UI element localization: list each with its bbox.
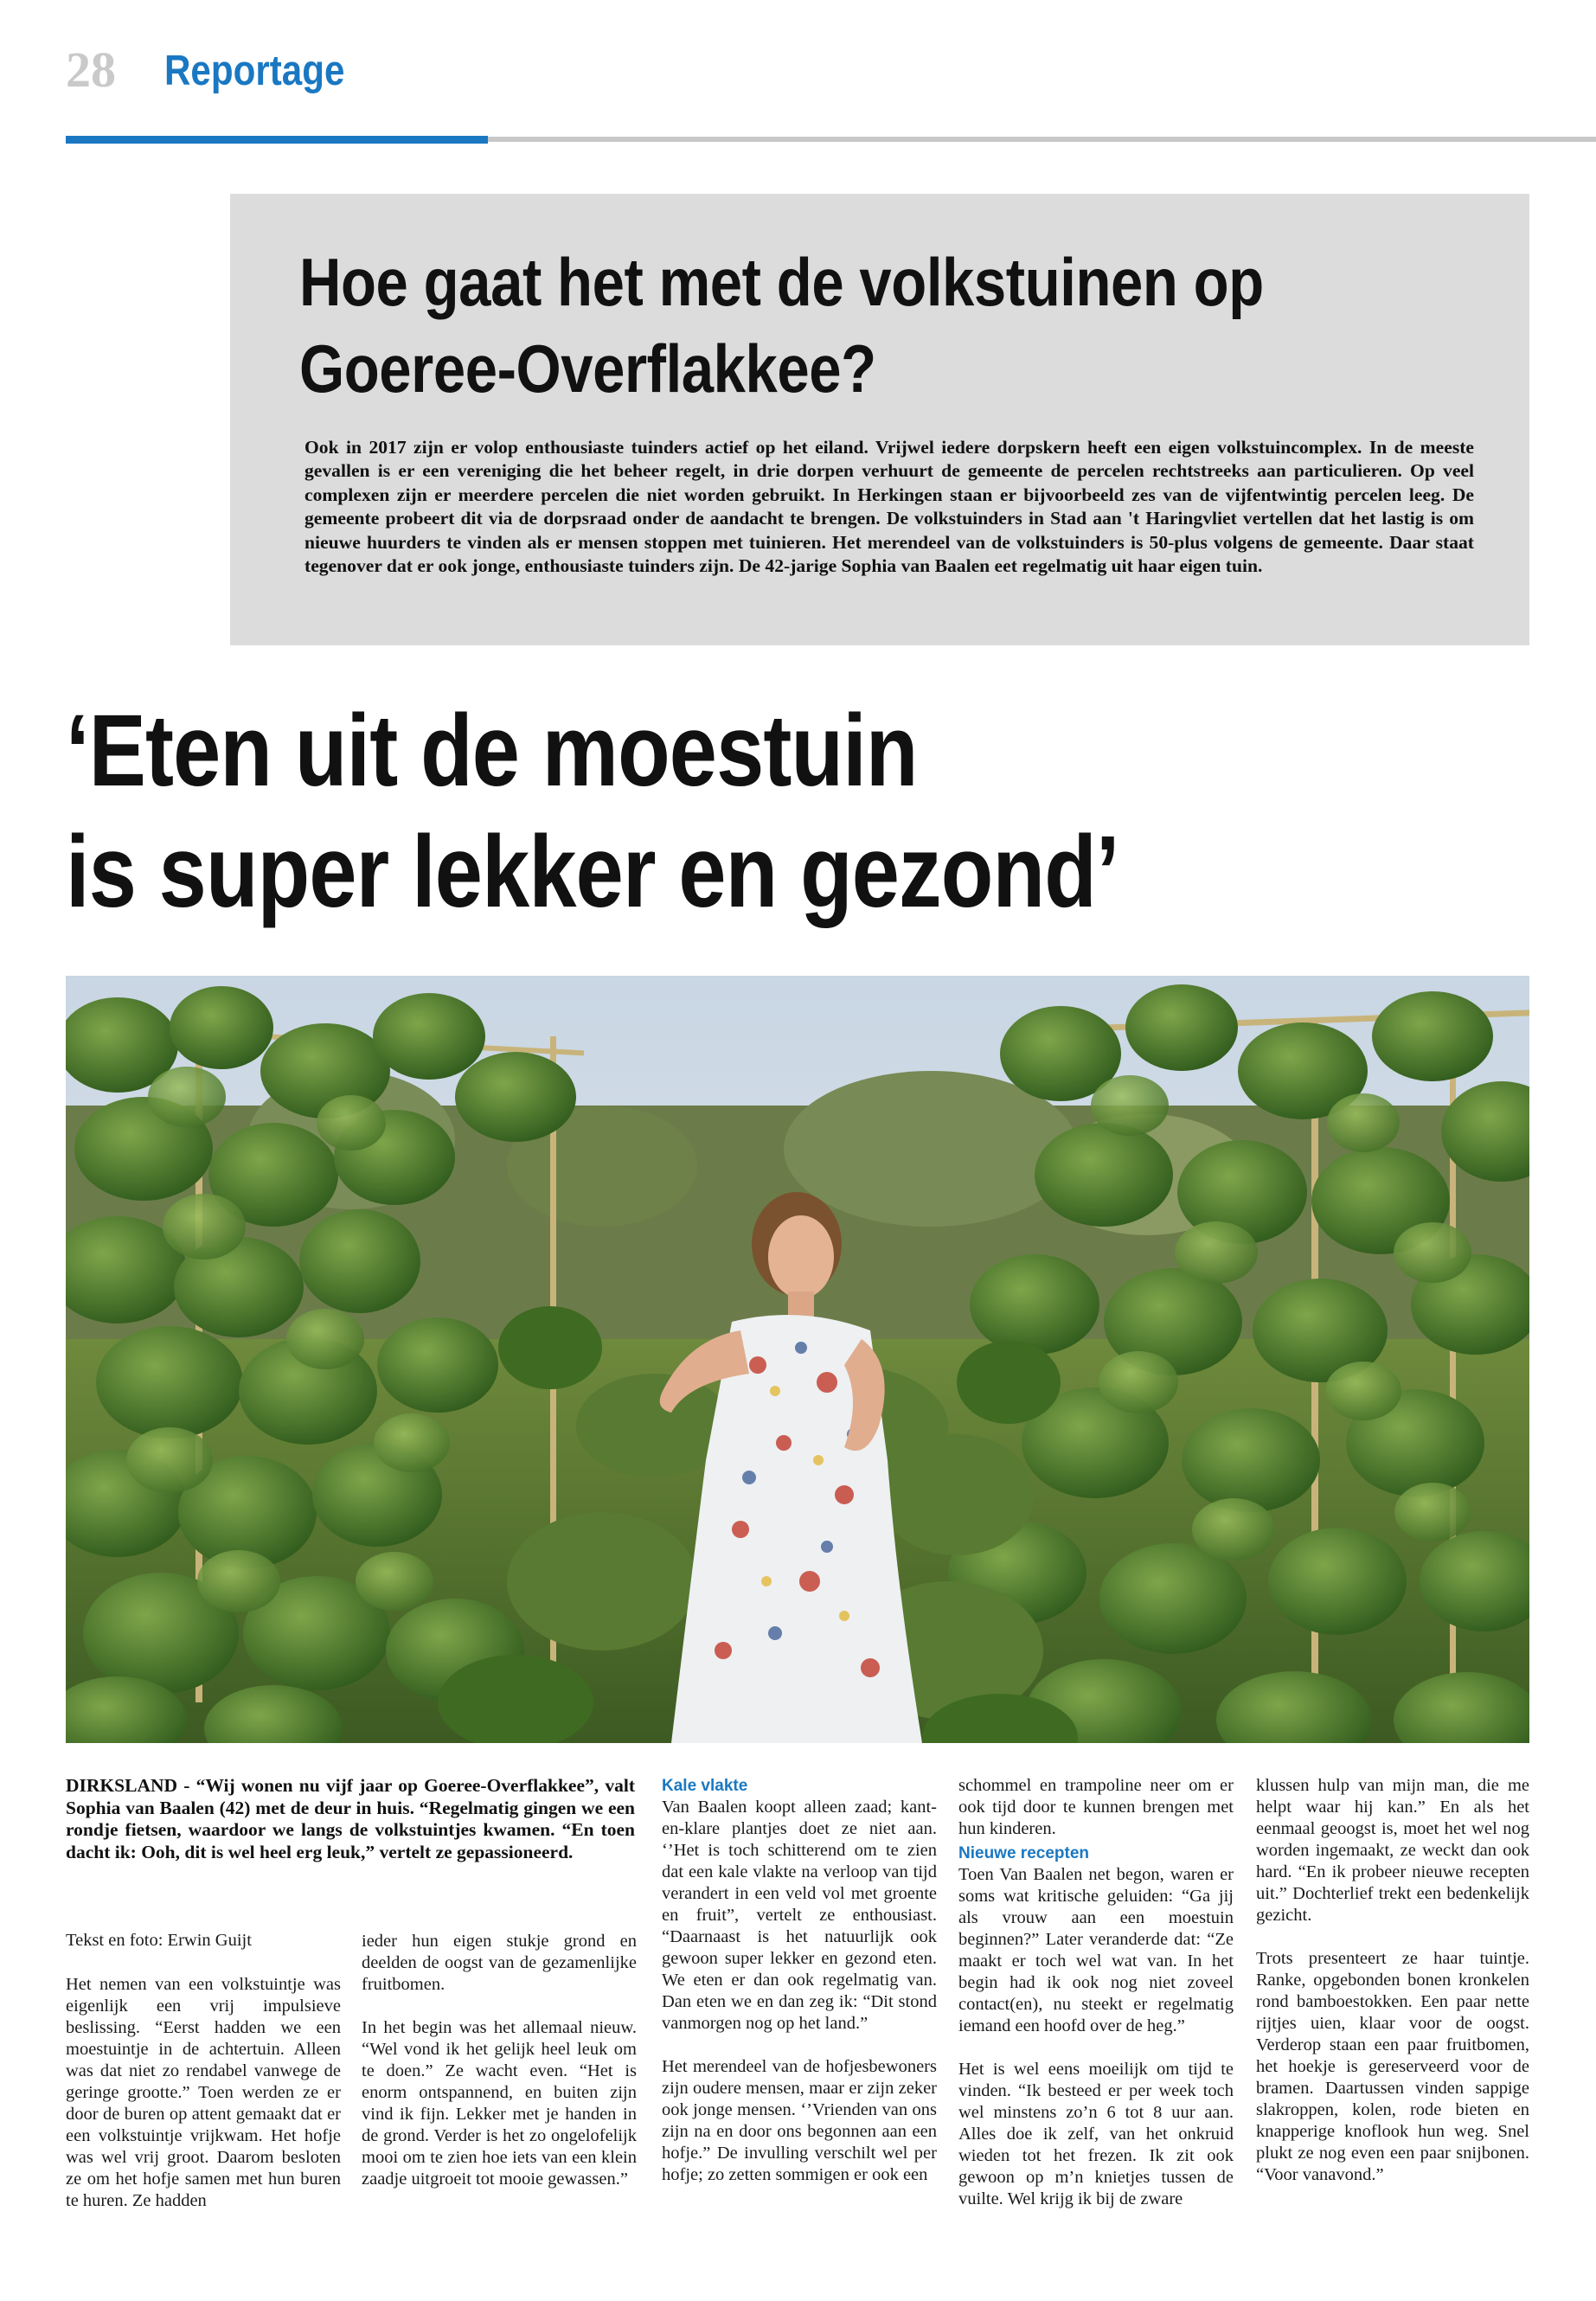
paragraph: In het begin was het allemaal nieuw. “Wel vond ik het gelijk heel leuk om te doen.” Ze wacht even. “Het is enorm ontspannend, en buiten zijn vind ik fijn. Lekker met je handen in de grond. Verder is het zo ongelofelijk mooi om te zien hoe iets van een klein zaadje uitgroeit tot mooie gewassen.”	[362, 2018, 637, 2189]
paragraph: Van Baalen koopt alleen zaad; kant-en-klare plantjes doet ze niet aan. ‘’Het is toch schitterend om te zien dat een kale vlakte na verloop van tijd verandert in een veld vol met groente en fruit”, vertelt ze enthousiast. “Daarnaast is het natuurlijk ook gewoon super lekker en gezond eten. We eten er dan ook regelmatig van. Dan eten we en dan zeg ik: “Dit stond vanmorgen nog op het land.”	[662, 1798, 937, 2033]
section-label: Reportage	[164, 48, 345, 94]
headline-line-1: ‘Eten uit de moestuin	[66, 694, 918, 808]
intro-text: Ook in 2017 zijn er volop enthousiaste tuinders actief op het eiland. Vrijwel iedere dorpskern heeft een eigen volkstuincomplex. In de meeste gevallen is er een vereniging die het beheer regelt, in drie dorpen verhuurt de gemeente de percelen rechtstreeks aan particulieren. Op veel complexen zijn er meerdere percelen die niet worden gebruikt. In Herkingen staan er bijvoorbeeld zes van de vijfentwintig percelen leeg. De gemeente probeert dit via de dorpsraad onder de aandacht te brengen. De volkstuinders in Stad aan 't Haringvliet vertellen dat het lastig is om nieuwe huurders te vinden als er mensen stoppen met tuinieren. Het merendeel van de volkstuinders is 50-plus volgens de gemeente. Daar staat tegenover dat er ook jonge, enthousiaste tuinders zijn. De 42-jarige Sophia van Baalen eet regelmatig uit haar eigen tuin.	[304, 437, 1474, 577]
article-column-3	[662, 1775, 937, 2208]
paragraph: Toen Van Baalen net begon, waren er soms wat kritische geluiden: “Ga jij als vrouw aan een moestuin beginnen?” Later veranderde dat: “Ze maakt er toch wel wat van. In het begin had ik ook nog niet zoveel contact(en), nu steekt er regelmatig iemand een hoofd over de heg.”	[958, 1865, 1234, 2035]
article-headline	[66, 690, 1301, 933]
paragraph: Het is wel eens moeilijk om tijd te vinden. “Ik besteed er per week toch wel minstens zo’n 6 tot 8 uur aan. Alles doe ik zelf, van het onkruid wieden tot het frezen. Ik zit ook gewoon op m’n knietjes tussen de vuilte. Wel krijg ik bij de zware	[958, 2060, 1234, 2208]
paragraph: Het nemen van een volkstuintje was eigenlijk een vrij impulsieve beslissing. “Eerst hadden we een moestuintje in de achtertuin. Alleen was dat niet zo rendabel vanwege de geringe grootte.” Toen werden ze er door de buren op attent gemaakt dat er een volkstuintje vrijkwam. Het hofje was wel vrij groot. Daarom besloten ze om het hofje samen met hun buren te huren. Ze hadden	[66, 1975, 341, 2210]
headline-line-2: is super lekker en gezond’	[66, 815, 1119, 929]
paragraph: klussen hulp van mijn man, die me helpt waar hij kan.” En als het eenmaal geoogst is, moet het wel nog worden ingemaakt, ze weckt dan ook hard. “En ik probeer nieuwe recepten uit.” Dochterlief trekt een bedenkelijk gezicht.	[1256, 1776, 1529, 1925]
paragraph: schommel en trampoline neer om er ook tijd door te kunnen brengen met hun kinderen.	[958, 1776, 1234, 1838]
article-lead: DIRKSLAND - “Wij wonen nu vijf jaar op Goeree-Overflakkee”, valt Sophia van Baalen (42) met de deur in huis. “Regelmatig gingen we een rondje fietsen, waardoor we langs de volkstuintjes kwamen. “En toen dacht ik: Ooh, dit is wel heel erg leuk,” vertelt ze gepassioneerd.	[66, 1775, 635, 1862]
photo-credit: Tekst en foto: Erwin Guijt	[66, 1931, 252, 1950]
paragraph: ieder hun eigen stukje grond en deelden de oogst van de gezamenlijke fruitbomen.	[362, 1932, 637, 1994]
article-photo	[66, 976, 1529, 1743]
intro-title: Hoe gaat het met de volkstuinen op Goeree-Overflakkee?	[299, 244, 1264, 407]
article-column-4	[958, 1775, 1234, 2232]
subhead-kale-vlakte: Kale vlakte	[662, 1777, 748, 1795]
page-number: 28	[66, 42, 116, 98]
subhead-nieuwe-recepten: Nieuwe recepten	[958, 1844, 1089, 1862]
article-column-1	[66, 1974, 341, 2234]
article-column-5	[1256, 1775, 1529, 2208]
paragraph: Het merendeel van de hofjesbewoners zijn oudere mensen, maar er zijn zeker ook jonge mensen. ‘’Vrienden van ons zijn na en door ons begonnen aan een hofje.” De invulling verschilt wel per hofje; zo zetten sommigen er ook een	[662, 2057, 937, 2184]
intro-box	[230, 194, 1529, 645]
header-accent-rule	[66, 136, 488, 144]
paragraph: Trots presenteert ze haar tuintje. Ranke, opgebonden bonen kronkelen rond bamboestokken. Een paar nette rijtjes uien, klaar voor de oogst. Verderop staan een paar fruitbomen, het hoekje is gereserveerd voor de bramen. Daartussen vinden sappige slakroppen, kolen, rode bieten en knapperige knoflook hun weg. Snel plukt ze nog even een paar snijbonen. “Voor vanavond.”	[1256, 1949, 1529, 2184]
article-column-2	[362, 1931, 637, 2212]
